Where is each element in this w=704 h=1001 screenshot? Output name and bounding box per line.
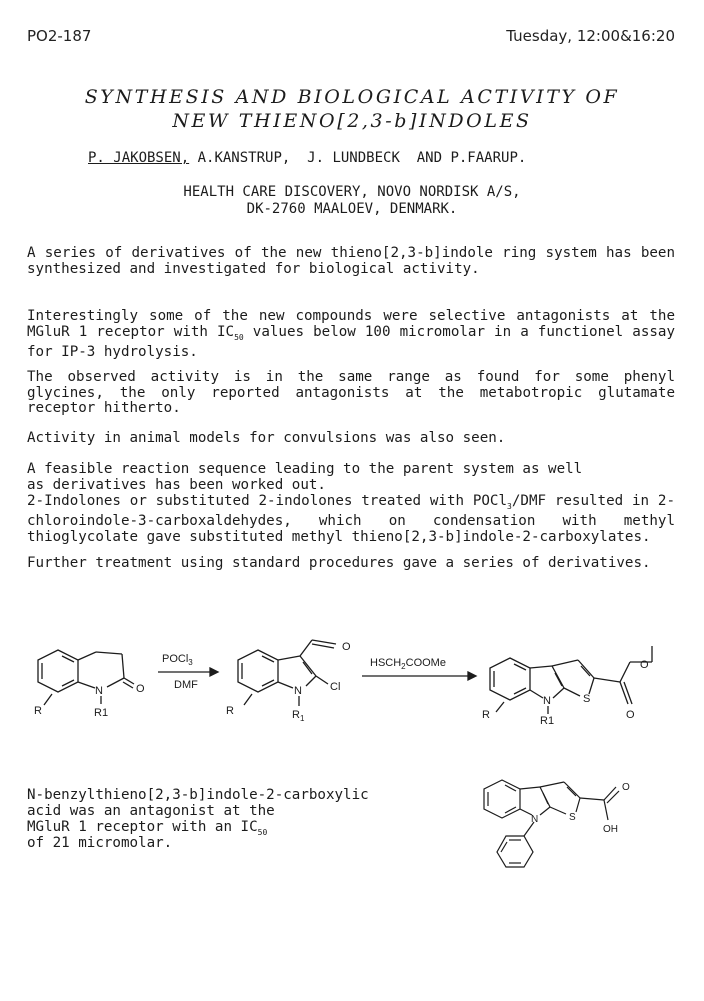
- atom-s-4: S: [569, 812, 576, 823]
- thienoindole-ester-structure: [490, 646, 652, 714]
- substituent-r-3: R: [482, 709, 490, 721]
- p6-text-b: /DMF resulted in 2-chloroindole-3-carboxaldehydes, which on condensation with methyl thioglycolate gave substituted methyl thieno[2,3-b]indole-2-carboxylates.: [27, 493, 675, 546]
- author-list: [88, 150, 526, 166]
- caption-l3-text: MGluR 1 receptor with an IC: [27, 819, 258, 835]
- atom-o-3b: O: [626, 709, 635, 721]
- atom-o-4: O: [622, 782, 630, 793]
- caption-line-4: of 21 micromolar.: [27, 835, 173, 851]
- affiliation-line-2: DK-2760 MAALOEV, DENMARK.: [246, 201, 458, 217]
- p6-subscript: 3: [507, 501, 512, 511]
- substituent-r1-1: R1: [94, 707, 109, 719]
- reagent-pocl3: POCl$_3$: [162, 653, 193, 667]
- substituent-r-2: R: [226, 705, 234, 717]
- first-author: P. JAKOBSEN,: [88, 150, 190, 166]
- atom-o-3a: O: [640, 659, 649, 671]
- p2-text-a: Interestingly some of the new compounds were selective antagonists at the MGluR 1 receptor with IC: [27, 308, 675, 340]
- affiliation-line-1: HEALTH CARE DISCOVERY, NOVO NORDISK A/S,: [183, 184, 521, 200]
- substituent-r1-3: R1: [540, 715, 555, 727]
- poster-id: PO2-187: [27, 27, 92, 45]
- hydroxyl-label: OH: [603, 824, 618, 835]
- paragraph-indolones: [27, 494, 675, 546]
- substituent-r1-2: $R_1$: [292, 709, 305, 723]
- atom-s-3: S: [583, 693, 591, 705]
- indolone-structure: [38, 650, 134, 705]
- reagent-dmf: DMF: [174, 679, 198, 691]
- paragraph-antagonists: [27, 309, 675, 361]
- chloroindole-structure: [238, 640, 336, 706]
- session-time: Tuesday, 12:00&16:20: [506, 27, 675, 45]
- paragraph-animal-models: Activity in animal models for convulsions was also seen.: [27, 430, 506, 446]
- caption-subscript: 50: [257, 827, 268, 837]
- atom-o-2: O: [342, 641, 351, 653]
- atom-n-2: N: [294, 685, 302, 697]
- caption-line-2: acid was an antagonist at the: [27, 803, 275, 819]
- title-line-1: SYNTHESIS AND BIOLOGICAL ACTIVITY OF: [84, 86, 620, 108]
- atom-n-3: N: [543, 695, 551, 707]
- p2-subscript: 50: [234, 332, 244, 342]
- atom-n-4: N: [531, 814, 539, 825]
- p2-text-b: values below 100 micromolar in a functionel assay for IP-3 hydrolysis.: [27, 323, 675, 361]
- caption-line-1: N-benzylthieno[2,3-b]indole-2-carboxylic: [27, 787, 369, 803]
- reaction-scheme: [0, 630, 704, 740]
- paragraph-sequence-l2: as derivatives has been worked out.: [27, 477, 326, 493]
- substituent-r-1: R: [34, 705, 42, 717]
- title-line-2: NEW THIENO[2,3-b]INDOLES: [172, 110, 532, 132]
- paragraph-further: Further treatment using standard procedures gave a series of derivatives.: [27, 555, 651, 571]
- atom-n-1: N: [95, 685, 103, 697]
- paragraph-intro: A series of derivatives of the new thieno[2,3-b]indole ring system has been synthesized and investigated for biological activity.: [27, 245, 675, 277]
- other-authors: A.KANSTRUP, J. LUNDBECK AND P.FAARUP.: [189, 150, 527, 166]
- paragraph-sequence-l1: A feasible reaction sequence leading to the parent system as well: [27, 461, 583, 477]
- paragraph-activity: The observed activity is in the same range as found for some phenyl glycines, the only reported antagonists at the metabotropic glutamate receptor hitherto.: [27, 369, 675, 417]
- atom-o-1: O: [136, 683, 145, 695]
- atom-cl: Cl: [330, 681, 341, 693]
- benzyl-acid-structure: [470, 770, 670, 870]
- p6-text-a: 2-Indolones or substituted 2-indolones treated with POCl: [27, 493, 508, 509]
- reagent-thioglycolate: $HSCH_2COOMe$: [370, 657, 446, 671]
